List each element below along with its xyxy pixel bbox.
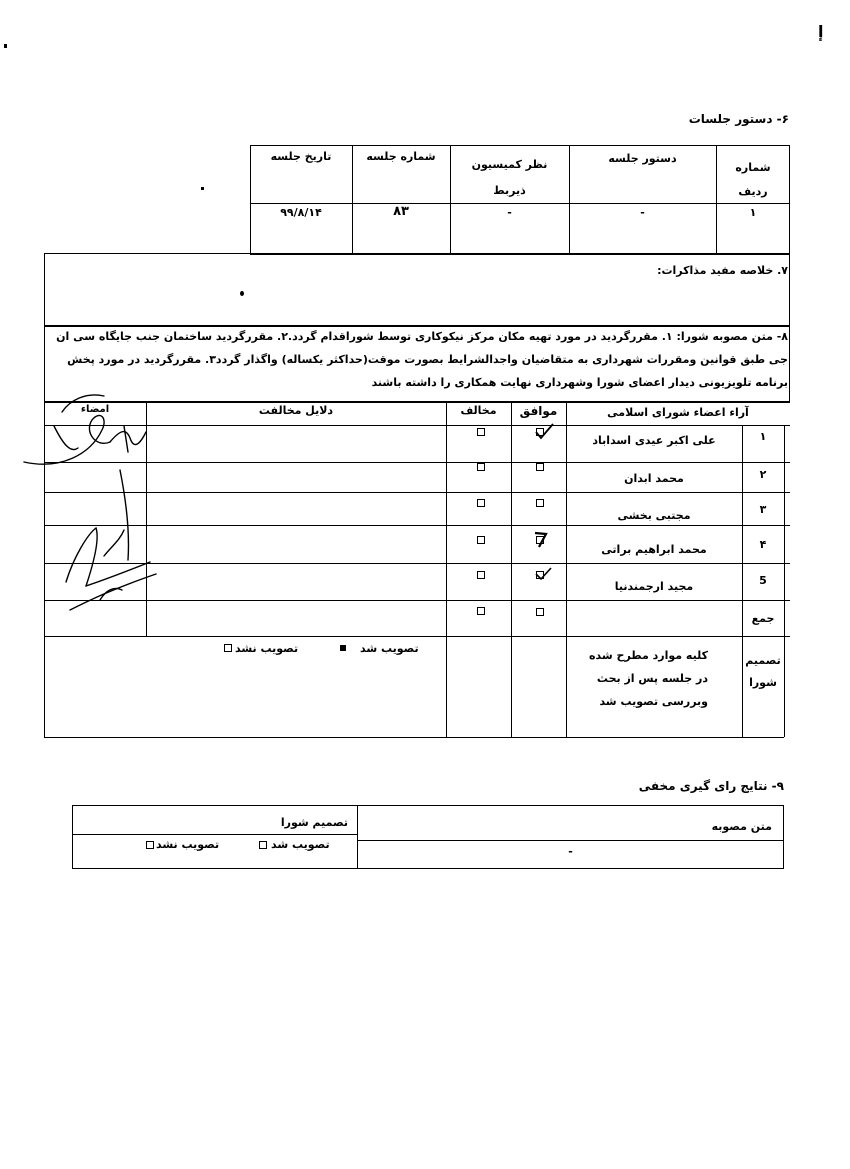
header-signature: امضاء: [80, 404, 110, 415]
resolution-line-1: ۸- متن مصوبه شورا: ۱. مقررگردید در مورد تهیه مکان مرکز نیکوکاری توسط شوراقدام گردد.۲. مقررگردید ساختمان جنب جایگاه سی ان: [56, 330, 788, 343]
header-agree: موافق: [519, 404, 558, 418]
header-agenda: دستور جلسه: [608, 152, 677, 165]
section9-title: ۹- نتایج رای گیری مخفی: [638, 779, 784, 793]
header-reasons: دلایل مخالفت: [258, 404, 334, 417]
cell-agenda: -: [640, 206, 645, 219]
secret-approved-checkbox[interactable]: [259, 841, 267, 849]
secret-not-approved-checkbox[interactable]: [146, 841, 154, 849]
decision-text: کلیه موارد مطرح شده در جلسه پس از بحث وبررسی تصویب شد: [589, 649, 708, 708]
cell-commission: -: [507, 206, 512, 219]
decision-label: تصمیم شورا: [745, 654, 781, 689]
member-name: مجید ارجمندنیا: [614, 580, 694, 593]
member-no: ۴: [759, 538, 767, 551]
header-oppose: مخالف: [460, 404, 497, 417]
member-no: ۲: [759, 468, 767, 481]
cell-session-no: ۸۳: [393, 204, 409, 219]
resolution-line-2: جی طبق قوانین ومقررات شهرداری به متقاضیان واجدالشرایط بصورت موقت(حداکثر یکساله) واگذار گردد۳. مقررگردید در مورد پخش: [67, 353, 788, 366]
member-no: 5: [759, 574, 767, 587]
resolution-line-3: برنامه تلویزیونی دیدار اعضای شورا وشهرداری نهایت همکاری را داشته باشند: [371, 376, 788, 389]
header-session-date: تاریخ جلسه: [270, 150, 332, 163]
total-label: جمع: [751, 612, 775, 625]
member-no: ۳: [759, 503, 767, 516]
resolution-value: -: [568, 845, 573, 858]
header-members: آراء اعضاء شورای اسلامی: [607, 406, 749, 419]
member-name: محمد ابراهیم براتی: [601, 543, 707, 556]
page-mark: إ: [818, 22, 824, 41]
header-session-no: شماره جلسه: [366, 150, 436, 163]
header-commission: نظر کمیسیون ذیربط: [471, 158, 548, 197]
member-name: علی اکبر عیدی اسداباد: [592, 434, 716, 447]
resolution-text-label: متن مصوبه: [711, 820, 772, 833]
section7-title: ۷. خلاصه مفید مذاکرات:: [657, 264, 788, 277]
header-row-no: شماره ردیف: [735, 161, 771, 198]
member-name: مجتبی بخشی: [617, 509, 691, 522]
member-name: محمد ابدان: [624, 472, 684, 485]
cell-row-no: ۱: [749, 206, 757, 219]
cell-session-date: ۹۹/۸/۱۴: [280, 206, 322, 219]
section6-title: ۶- دستور جلسات: [688, 112, 789, 126]
council-decision-label: تصمیم شورا: [280, 816, 348, 829]
member-no: ۱: [759, 430, 767, 443]
